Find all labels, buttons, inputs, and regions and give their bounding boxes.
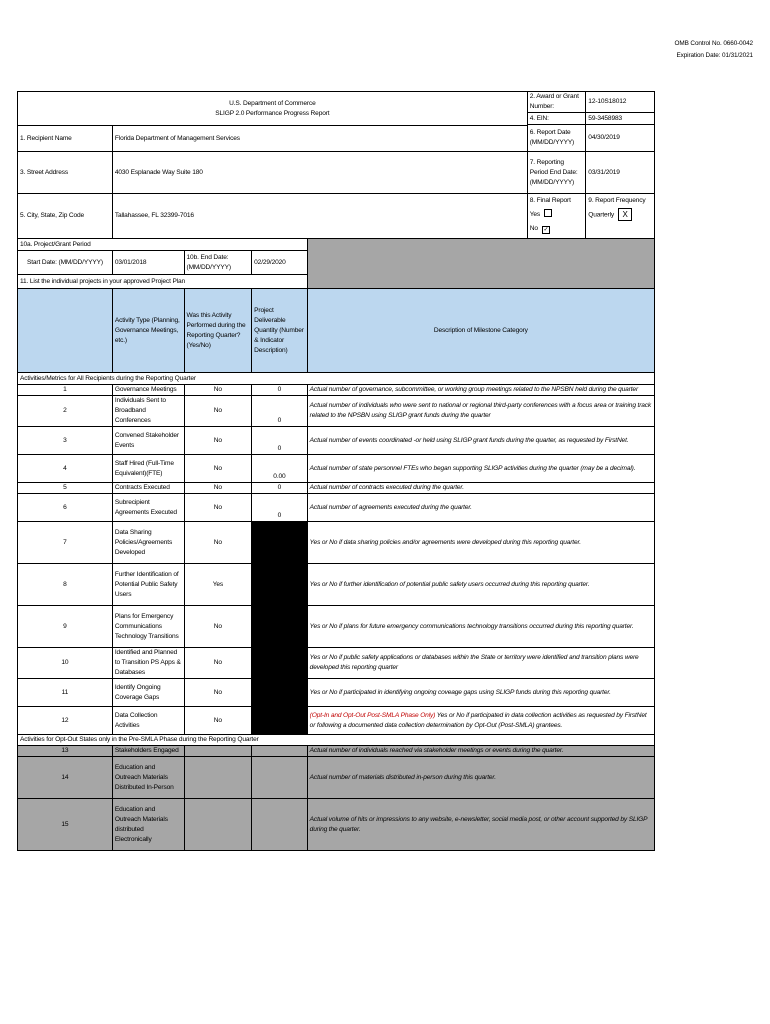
row-quantity-blocked xyxy=(252,522,308,564)
column-header-activity: Activity Type (Planning, Governance Meetings, etc.) xyxy=(112,289,184,373)
column-header-description: Description of Milestone Category xyxy=(307,289,654,373)
table-row xyxy=(18,483,655,494)
row-activity: Education and Outreach Materials distributed Electronically xyxy=(112,799,184,851)
section-opt-out: Activities for Opt-Out States only in the Pre-SMLA Phase during the Reporting Quarter xyxy=(18,735,655,746)
row-description-text: Yes or No if participated in data collection activities as requested by FirstNet or following a documented data collection determination by Opt-Out (Post-SMLA) grantees. xyxy=(309,711,647,729)
table-row xyxy=(18,757,655,799)
row-activity: Contracts Executed xyxy=(112,483,184,494)
row-performed[interactable]: No xyxy=(184,606,252,648)
report-frequency-field xyxy=(586,194,655,239)
row-activity: Data Sharing Policies/Agreements Developed xyxy=(112,522,184,564)
report-header xyxy=(18,92,528,126)
row-number: 1 xyxy=(18,385,113,396)
street-address-label: 3. Street Address xyxy=(18,152,113,194)
row-quantity-blocked xyxy=(252,648,308,679)
row-activity: Subrecipient Agreements Executed xyxy=(112,494,184,522)
shaded-area xyxy=(307,239,654,289)
row-activity: Individuals Sent to Broadband Conferences xyxy=(112,396,184,427)
row-quantity-blocked xyxy=(252,679,308,707)
row-activity: Staff Hired (Full-Time Equivalent)(FTE) xyxy=(112,455,184,483)
final-report-yes-checkbox[interactable] xyxy=(544,209,552,217)
row-quantity-blocked xyxy=(252,707,308,735)
ein-label: 4. EIN: xyxy=(527,113,586,125)
row-quantity[interactable]: 0 xyxy=(252,385,308,396)
project-period-label: 10a. Project/Grant Period xyxy=(18,239,308,251)
reporting-period-end-value: 03/31/2019 xyxy=(586,152,655,194)
row-performed[interactable]: No xyxy=(184,455,252,483)
row-description: Yes or No if participated in identifying ongoing coveage gaps using SLIGP funds during this reporting quarter. xyxy=(307,679,654,707)
table-row xyxy=(18,522,655,564)
omb-expiration-date: Expiration Date: 01/31/2021 xyxy=(676,52,753,59)
row-performed[interactable] xyxy=(184,746,252,757)
row-activity: Governance Meetings xyxy=(112,385,184,396)
opt-out-rows xyxy=(18,746,655,851)
row-performed[interactable]: No xyxy=(184,427,252,455)
row-performed[interactable]: No xyxy=(184,679,252,707)
table-row xyxy=(18,396,655,427)
table-row xyxy=(18,564,655,606)
row-description-phase-note: (Opt-In and Opt-Out Post-SMLA Phase Only) xyxy=(309,711,436,719)
recipient-name-label: 1. Recipient Name xyxy=(18,126,113,152)
row-quantity[interactable]: 0 xyxy=(252,427,308,455)
row-number: 14 xyxy=(18,757,113,799)
department-title: U.S. Department of Commerce xyxy=(229,99,316,107)
column-header-performed: Was this Activity Performed during the Reporting Quarter? (Yes/No) xyxy=(184,289,252,373)
start-date-label: Start Date: (MM/DD/YYYY) xyxy=(18,251,113,275)
report-date-label: 6. Report Date (MM/DD/YYYY) xyxy=(527,125,586,152)
award-number-label: 2. Award or Grant Number: xyxy=(527,92,586,113)
all-recipients-rows xyxy=(18,385,655,735)
table-row xyxy=(18,606,655,648)
final-report-yes: Yes xyxy=(530,208,584,222)
row-activity: Stakeholders Engaged xyxy=(112,746,184,757)
row-quantity[interactable] xyxy=(252,757,308,799)
row-performed[interactable]: Yes xyxy=(184,564,252,606)
table-row xyxy=(18,427,655,455)
end-date-value: 02/29/2020 xyxy=(252,251,308,275)
row-number: 7 xyxy=(18,522,113,564)
section-all-recipients: Activities/Metrics for All Recipients during the Reporting Quarter xyxy=(18,373,655,385)
row-performed[interactable] xyxy=(184,757,252,799)
final-report-no-checkbox[interactable]: ✓ xyxy=(543,227,549,233)
city-state-zip-label: 5. City, State, Zip Code xyxy=(18,194,113,239)
row-number: 8 xyxy=(18,564,113,606)
reporting-period-end-label: 7. Reporting Period End Date: (MM/DD/YYYY) xyxy=(527,152,586,194)
row-number: 9 xyxy=(18,606,113,648)
row-description: Actual number of state personnel FTEs who began supporting SLIGP activities during the quarter (may be a decimal). xyxy=(307,455,654,483)
street-address-value: 4030 Esplanade Way Suite 180 xyxy=(112,152,527,194)
row-quantity[interactable]: 0.00 xyxy=(252,455,308,483)
report-title: SLIGP 2.0 Performance Progress Report xyxy=(215,109,330,117)
row-number: 6 xyxy=(18,494,113,522)
row-performed[interactable]: No xyxy=(184,494,252,522)
row-quantity[interactable]: 0 xyxy=(252,396,308,427)
table-row xyxy=(18,494,655,522)
table-row xyxy=(18,746,655,757)
row-number: 12 xyxy=(18,707,113,735)
row-quantity[interactable]: 0 xyxy=(252,494,308,522)
table-row xyxy=(18,648,655,679)
row-number: 3 xyxy=(18,427,113,455)
row-description: Actual volume of hits or impressions to any website, e-newsletter, social media post, or other account supported by SLIGP during the quarter. xyxy=(307,799,654,851)
row-performed[interactable]: No xyxy=(184,707,252,735)
row-description: Actual number of events coordinated -or held using SLIGP grant funds during the quarter, as requested by FirstNet. xyxy=(307,427,654,455)
row-activity: Identified and Planned to Transition PS Apps & Databases xyxy=(112,648,184,679)
row-description: Actual number of agreements executed during the quarter. xyxy=(307,494,654,522)
ein-value: 59-3458983 xyxy=(586,113,655,125)
row-activity: Data Collection Activities xyxy=(112,707,184,735)
row-performed[interactable]: No xyxy=(184,385,252,396)
start-date-value: 03/01/2018 xyxy=(112,251,184,275)
table-row xyxy=(18,679,655,707)
section-11-heading: 11. List the individual projects in your approved Project Plan xyxy=(18,275,308,289)
row-activity: Further Identification of Potential Public Safety Users xyxy=(112,564,184,606)
row-description: Actual number of contracts executed during the quarter. xyxy=(307,483,654,494)
row-description: Yes or No if further identification of potential public safety users occurred during this reporting quarter. xyxy=(307,564,654,606)
row-description: Yes or No if data sharing policies and/or agreements were developed during this reporting quarter. xyxy=(307,522,654,564)
omb-control-info xyxy=(675,38,754,62)
performance-report-form xyxy=(17,91,655,851)
final-report-field xyxy=(527,194,586,239)
omb-control-number: OMB Control No. 0660-0042 xyxy=(674,40,753,47)
table-row xyxy=(18,385,655,396)
row-performed[interactable]: No xyxy=(184,522,252,564)
row-quantity[interactable]: 0 xyxy=(252,483,308,494)
row-activity: Convened Stakeholder Events xyxy=(112,427,184,455)
row-performed[interactable]: No xyxy=(184,648,252,679)
row-description: Actual number of governance, subcommittee, or working group meetings related to the NPSBN held during the quarter xyxy=(307,385,654,396)
row-activity: Education and Outreach Materials Distributed In-Person xyxy=(112,757,184,799)
recipient-name-value: Florida Department of Management Services xyxy=(112,126,527,152)
row-quantity-blocked xyxy=(252,564,308,606)
final-report-label: 8. Final Report xyxy=(529,197,571,204)
row-description: Actual number of materials distributed in-person during this quarter. xyxy=(307,757,654,799)
row-number: 11 xyxy=(18,679,113,707)
city-state-zip-value: Tallahassee, FL 32399-7016 xyxy=(112,194,527,239)
award-number-value: 12-10S18012 xyxy=(586,92,655,113)
column-header-quantity: Project Deliverable Quantity (Number & Indicator Description) xyxy=(252,289,308,373)
row-description: Yes or No if plans for future emergency communications technology transitions occurred during this reporting quarter. xyxy=(307,606,654,648)
row-description xyxy=(307,707,654,735)
report-date-value: 04/30/2019 xyxy=(586,125,655,152)
row-description: Actual number of individuals reached via stakeholder meetings or events during the quarter. xyxy=(307,746,654,757)
row-activity: Identify Ongoing Coverage Gaps xyxy=(112,679,184,707)
row-description: Yes or No if public safety applications or databases within the State or territory were identified and transition plans were developed this reporting quarter xyxy=(307,648,654,679)
row-quantity[interactable] xyxy=(252,746,308,757)
column-header-number xyxy=(18,289,113,373)
row-performed[interactable] xyxy=(184,799,252,851)
row-number: 15 xyxy=(18,799,113,851)
table-row xyxy=(18,455,655,483)
row-number: 13 xyxy=(18,746,113,757)
table-row xyxy=(18,707,655,735)
row-number: 2 xyxy=(18,396,113,427)
report-frequency-value: Quarterly X xyxy=(588,208,652,222)
row-number: 4 xyxy=(18,455,113,483)
end-date-label: 10b. End Date: (MM/DD/YYYY) xyxy=(184,251,252,275)
row-description: Actual number of individuals who were sent to national or regional third-party conferences with a focus area or training track related to the NPSBN using SLIGP grant funds during the quarter xyxy=(307,396,654,427)
report-frequency-checkbox[interactable]: X xyxy=(618,208,632,221)
row-performed[interactable]: No xyxy=(184,483,252,494)
table-row xyxy=(18,799,655,851)
row-activity: Plans for Emergency Communications Technology Transitions xyxy=(112,606,184,648)
report-frequency-label: 9. Report Frequency xyxy=(588,197,646,204)
row-performed[interactable]: No xyxy=(184,396,252,427)
report-table xyxy=(17,91,655,851)
row-quantity-blocked xyxy=(252,606,308,648)
row-number: 10 xyxy=(18,648,113,679)
row-number: 5 xyxy=(18,483,113,494)
row-quantity[interactable] xyxy=(252,799,308,851)
final-report-no: No ✓ xyxy=(529,225,549,233)
